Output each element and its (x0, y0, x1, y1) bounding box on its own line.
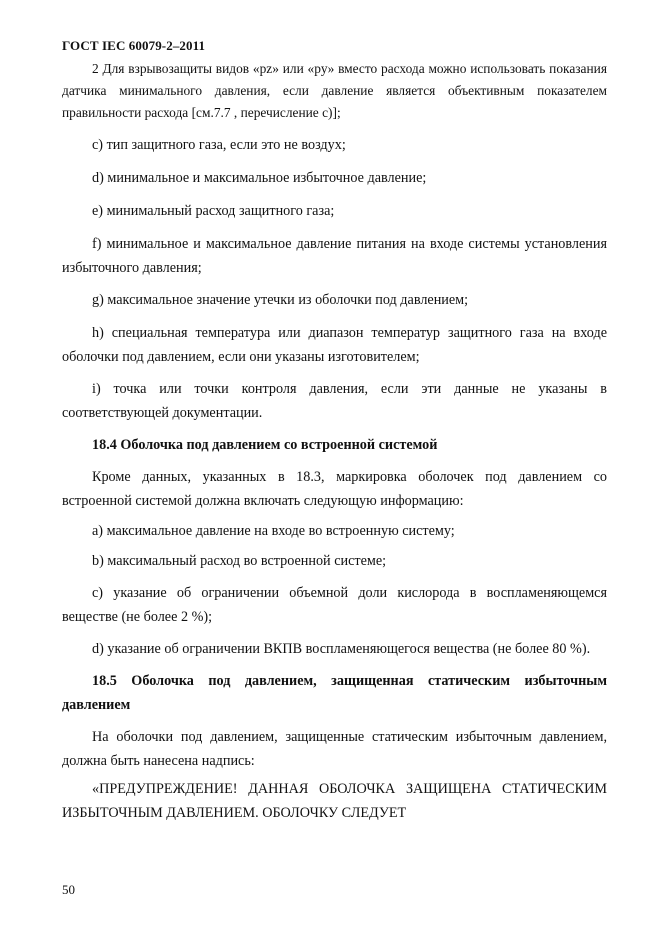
list-item-c: c) тип защитного газа, если это не воздух; (92, 137, 346, 153)
list-item-f: f) минимальное и максимальное давление питания на входе системы установления избыточного давления; (62, 236, 607, 276)
paragraph-18-5: На оболочки под давлением, защищенные статическим избыточным давлением, должна быть нанесена надпись: (62, 729, 607, 769)
list-item-18-4-c: c) указание об ограничении объемной доли кислорода в воспламеняющемся веществе (не более 2 %); (62, 585, 607, 625)
warning-text: «ПРЕДУПРЕЖДЕНИЕ! ДАННАЯ ОБОЛОЧКА ЗАЩИЩЕНА СТАТИЧЕСКИМ ИЗБЫТОЧНЫМ ДАВЛЕНИЕМ. ОБОЛОЧКУ СЛЕДУЕТ (62, 781, 607, 821)
section-heading-18-4: 18.4 Оболочка под давлением со встроенной системой (92, 437, 438, 453)
list-item-18-4-a: a) максимальное давление на входе во встроенную систему; (92, 523, 455, 539)
section-heading-18-5: 18.5 Оболочка под давлением, защищенная статическим избыточным давлением (62, 673, 607, 713)
page-number: 50 (62, 882, 75, 897)
list-item-d: d) минимальное и максимальное избыточное давление; (92, 170, 427, 186)
list-item-18-4-b: b) максимальный расход во встроенной системе; (92, 553, 387, 569)
list-item-g (62, 288, 607, 312)
list-item-g-text: ) максимальное значение утечки из оболочки под давлением; (99, 292, 469, 308)
list-item-g-letter: g (92, 292, 100, 308)
page-content (62, 58, 607, 825)
list-item-e: e) минимальный расход защитного газа; (92, 203, 335, 219)
list-item-h: h) специальная температура или диапазон температур защитного газа на входе оболочки под давлением, если они указаны изготовителем; (62, 325, 607, 365)
note-2: 2 Для взрывозащиты видов «pz» или «py» вместо расхода можно использовать показания датчика минимального давления, если давление является объективным показателем правильности расхода [см.7.7 , перечисление c)]; (62, 61, 607, 120)
paragraph-18-4: Кроме данных, указанных в 18.3, маркировка оболочек под давлением со встроенной системой должна включать следующую информацию: (62, 469, 607, 509)
list-item-i: i) точка или точки контроля давления, если эти данные не указаны в соответствующей документации. (62, 381, 607, 421)
document-header: ГОСТ IEC 60079-2–2011 (62, 38, 206, 53)
list-item-18-4-d: d) указание об ограничении ВКПВ воспламеняющегося вещества (не более 80 %). (92, 641, 591, 657)
